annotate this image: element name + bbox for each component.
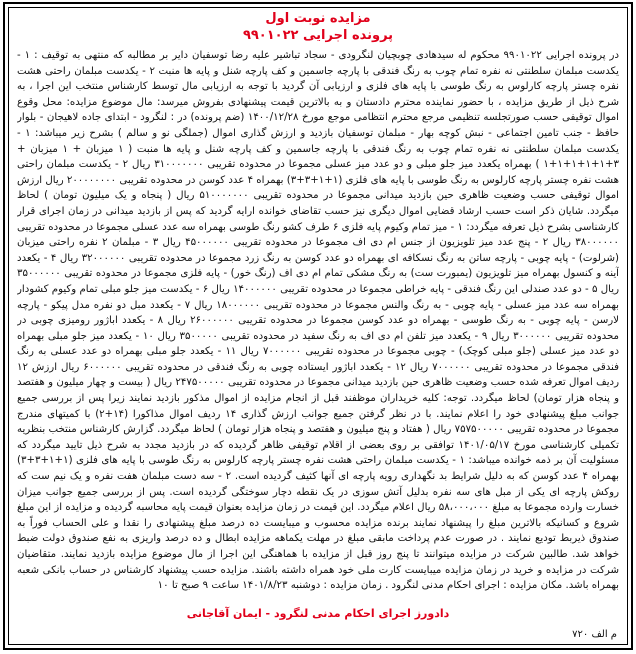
case-number: پرونده اجرایی ۹۹۰۱۰۲۲ [242,28,394,43]
notice-code: م الف ۷۲۰ [572,629,617,640]
notice-body: در پرونده اجرایی ۹۹۰۱۰۲۲ محکوم له سیدهادی چوبچیان لنگرودی - سجاد تباشیر علیه رضا توسفیان دایر بر مطالبه که منتهی به توقیف : ۱ - یکدست مبلمان سلطنتی نه نفره تمام چوب به رنگ فندقی با پارچه جاسمین و کف پارچه شنل و پایه ها منبت ۲ - یکدست مبلمان راحتی هشت نفره چستر پارچه کارلوس به رنگ طوسی با پایه های فلزی و ارزیابی آن گردید با توجه به ارزیابی مال توسط کارشناس منتخب این اجرا ، به شرح ذیل از طریق مزایده ، با حضور نماینده محترم دادستان و به بالاترین قیمت پیشنهادی بفروش میرسد: مال موضوع مزایده: محل وقوع اموال توقیفی حسب صورتجلسه تنظیمی مرجع محترم انتظامی موجع مورخ ۱۴۰۰/۱۲/۲۸ (ضم پرونده) در : لنگرود - ابتدای جاده لاهیجان - بلوار حافظ - جنب تامین اجتماعی - نبش کوچه بهار - مبلمان توسفیان بازدید و ارزش گذاری اموال (جملگی نو و سالم ) بشرح زیر میباشد: ۱ - یکدست مبلمان سلطنتی نه نفره تمام چوب به رنگ فندقی با پارچه جاسمین و کف پارچه شنل و پایه ها منبت ( ۱ میزبان + ۱ میزبان + ۳+۱+۱+۱+۱+۱ ) بهمراه یکعدد میز جلو مبلی و دو عدد میز عسلی مجموعا در محدوده تقریبی ۳۱۰۰۰۰۰۰۰ ریال ۲ - یکدست مبلمان راحتی هشت نفره چستر پارچه کارلوس به رنگ طوسی با پایه های فلزی (۱+۱+۳+۳) بهمراه ۴ عدد کوسن در محدوده تقریبی ۲۰۰۰۰۰۰۰۰ ریال ارزش اموال توقیفی حسب وضعیت ظاهری حین بازدید میدانی مجموعا در محدوده تقریبی ۵۱۰۰۰۰۰۰۰ ریال ( پنجاه و یک میلیون تومان ) لحاظ میگردد. شایان ذکر است حسب ارشاد قضایی اموال دیگری نیز حسب تقاضای خوانده ارایه گردید که پس از بازدید میدانی در زمان اجرای قرار کارشناسی بشرح ذیل تعرفه میگردد: ۱ - میز تمام وکیوم پایه فلزی ۶ طرف کشو رنگ طوسی بهمراه سه عدد عسلی مجموعا در محدوده تقریبی ۳۸۰۰۰۰۰۰ ریال ۲ - پنج عدد میز تلویزیون از جنس ام دی اف مجموعا در محدوده تقریبی ۴۵۰۰۰۰۰۰ ریال ۳ - مبلمان ۲ نفره راحتی میزبان (شرلوت) - پایه چوبی - پارچه ساتن به رنگ نسکافه ای بهمراه دو عدد کوسن به رنگ زرد مجموعا در محدوده تقریبی ۳۲۰۰۰۰۰۰ ریال ۴ - یکعدد آینه و کنسول بهمراه میز تلویزیون (یمبورت ست) به رنگ مشکی تمام ام دی اف (رنگ خور) - پایه فلزی مجموعا در محدوده تقریبی ۳۵۰۰۰۰۰۰ ریال ۵ - دو عدد صندلی این رنگ فندقی - پایه خراطی مجموعا در محدوده تقریبی ۱۴۰۰۰۰۰۰ ریال ۶ - یکدست میز جلو مبلی تمام وکیوم کشودار بهمراه سه عدد میز عسلی - پایه چوبی - به رنگ والنس مجموعا در محدوده تقریبی ۱۸۰۰۰۰۰۰ ریال ۷ - یکعدد مبل دو نفره مدل پیکو - پارچه لارسن - پایه چوبی - به رنگ طوسی - بهمراه دو عدد کوسن مجموعا در محدوده تقریبی ۲۶۰۰۰۰۰۰ ریال ۸ - یکعدد اباژور رومیزی چوبی در محدوده تقریبی ۳۰۰۰۰۰۰ ریال ۹ - یکعدد میز تلفن ام دی اف به رنگ سفید در محدوده تقریبی ۳۵۰۰۰۰۰ ریال ۱۰ - یکعدد میز جلو مبلی بهمراه دو عدد میز عسلی (جلو مبلی کوچک) - چوبی مجموعا در محدوده تقریبی ۷۰۰۰۰۰۰ ریال ۱۱ - یکعدد جلو مبلی بهمراه دو عدد عسلی به رنگ فندقی مجموعا در محدوده تقریبی ۷۰۰۰۰۰۰ ریال ۱۲ - یکعدد اباژور ایستاده چوبی به رنگ فندقی در محدوده تقریبی ۶۰۰۰۰۰۰ ریال ارزش ۱۲ ردیف اموال تعرفه شده حسب وضعیت ظاهری حین بازدید میدانی مجموعا در محدوده تقریبی ۲۴۷۵۰۰۰۰۰ ریال ( بیست و چهار میلیون و هفتصد و پنجاه هزار تومان) لحاظ میگردد. توجه: کلیه خریداران موظفند قبل از انجام مزایده از اموال مذکور بازدید نمایند زیرا پس از بررسی جمیع جوانب مبلغ پیشنهادی خود را اعلام نمایند. با در نظر گرفتن جمیع جوانب ارزش گذاری ۱۴ ردیف اموال مذاکورا (۱۴+۲) با کمیتهای مندرج مجموعا در محدوده تقریبی ۷۵۷۵۰۰۰۰۰ ریال ( هفتاد و پنج میلیون و هفتصد و پنجاه هزار تومان ) لحاظ میگردد. گزارش کارشناس منتخب بنظریه تکمیلی کارشناسی مورخ ۱۴۰۱/۰۵/۱۷ توافقی بر روی بعضی از اقلام توقیفی ظاهر گردیده که در بازدید مجدد به شرح ذیل تایید میگردد که مسئولیت آن بر ذمه خوانده میباشد: ۱ - یکدست مبلمان راحتی هشت نفره چستر پارچه کارلوس به رنگ طوسی با پایه های فلزی (۱+۱+۳+۳) بهمراه ۴ عدد کوسن که به دلیل شرایط بد نگهداری رویه پارچه ای آنها کثیف گردیده است. ۲ - سه دست مبلمان هفت نفره و یک نیم ست که روکش پارچه ای یکی از مبل های سه نفره بدلیل آتش سوزی در یک نقطه دچار سوختگی گردیده است. پس از بررسی جمیع جوانب میزان خسارت وارده مجموعا به مبلغ ۵۸،۰۰۰،۰۰۰ ریال اعلام میگردد. این قیمت در زمان مزایده بعنوان قیمت پایه محاسبه گردیده و مزایده از این مبلغ شروع و کسانیکه بالاترین مبلغ را پیشنهاد نمایند برنده مزایده محسوب و میبایست ده درصد مبلغ پیشنهادی را نقدا و علی الحساب فوراً به صندوق ذیربط تودیع نمایند . در صورت عدم پرداخت مابقی مبلغ در مهلت یکماهه مزایده ابطال و ده درصد واریزی به نفع صندوق دولت ضبط خواهد شد. طالبین شرکت در مزایده میتوانند تا پنج روز قبل از مزایده با هماهنگی این اجرا از مال موضوع مزایده بازدید نمایند. متقاضیان شرکت در مزایده و خرید در زمان مزایده میبایست کارت ملی خود همراه داشته باشند. مزایده حسب پیشنهاد کارشناس در حساب بانکی شعبه بهمراه باشد. مکان مزایده : اجرای احکام مدنی لنگرود . زمان مزایده : دوشنبه ۱۴۰۱/۸/۲۳ ساعت ۹ صبح تا ۱۰ [17,50,619,592]
notice-title: مزایده نوبت اول [265,11,371,26]
notice-frame [3,2,633,650]
notice-header [5,10,631,44]
notice-signature: دادورز اجرای احکام مدنی لنگرود - ایمان آقاجانی [186,607,450,620]
